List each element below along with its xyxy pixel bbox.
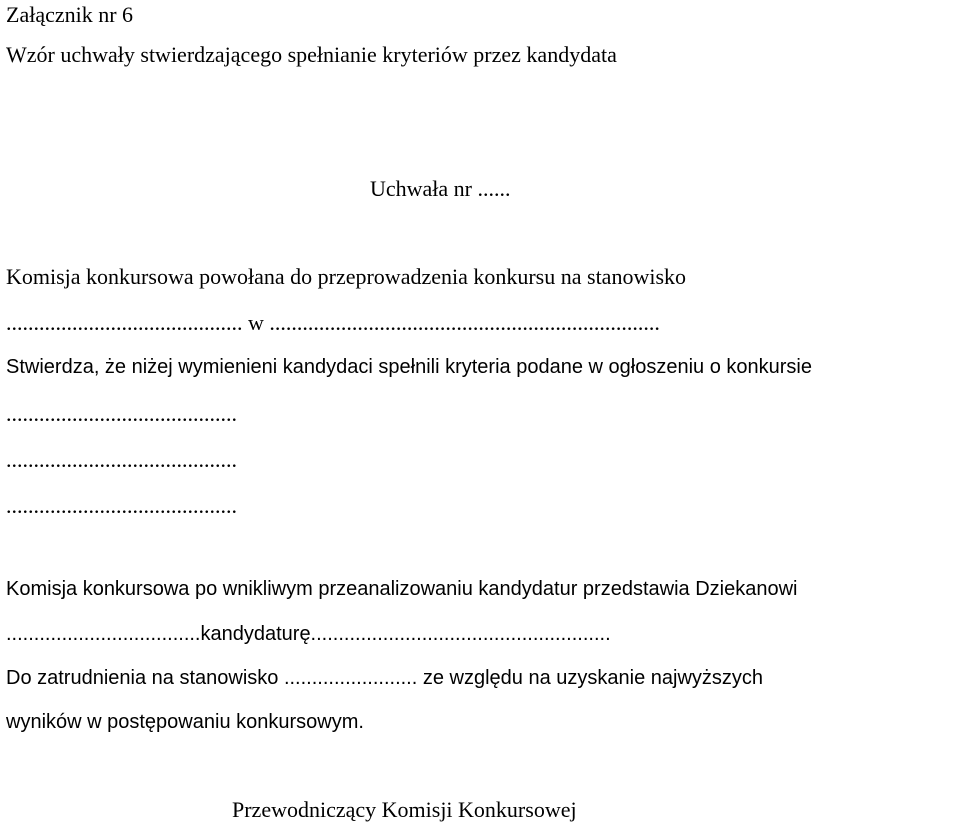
chairman-signature-label: Przewodniczący Komisji Konkursowej <box>232 797 577 822</box>
employment-line: Do zatrudnienia na stanowisko ........................ ze względu na uzyskanie najwyższych <box>6 667 764 689</box>
position-placeholder-line: ........................................... w ....................................................................... <box>6 310 660 335</box>
candidacy-line: ...................................kandydaturę...................................................... <box>6 623 611 645</box>
attachment-number: Załącznik nr 6 <box>6 2 134 27</box>
committee-line: Komisja konkursowa powołana do przeprowadzenia konkursu na stanowisko <box>6 264 687 289</box>
statement-line: Stwierdza, że niżej wymienieni kandydaci spełnili kryteria podane w ogłoszeniu o konkursie <box>6 356 812 378</box>
candidate-placeholder-2: .......................................... <box>6 447 237 472</box>
candidate-placeholder-3: .......................................... <box>6 493 237 518</box>
results-line: wyników w postępowaniu konkursowym. <box>6 711 364 733</box>
resolution-number: Uchwała nr ...... <box>370 176 511 201</box>
analysis-line: Komisja konkursowa po wnikliwym przeanalizowaniu kandydatur przedstawia Dziekanowi <box>6 578 798 600</box>
candidate-placeholder-1: .......................................... <box>6 401 237 426</box>
template-title: Wzór uchwały stwierdzającego spełnianie kryteriów przez kandydata <box>6 42 617 67</box>
